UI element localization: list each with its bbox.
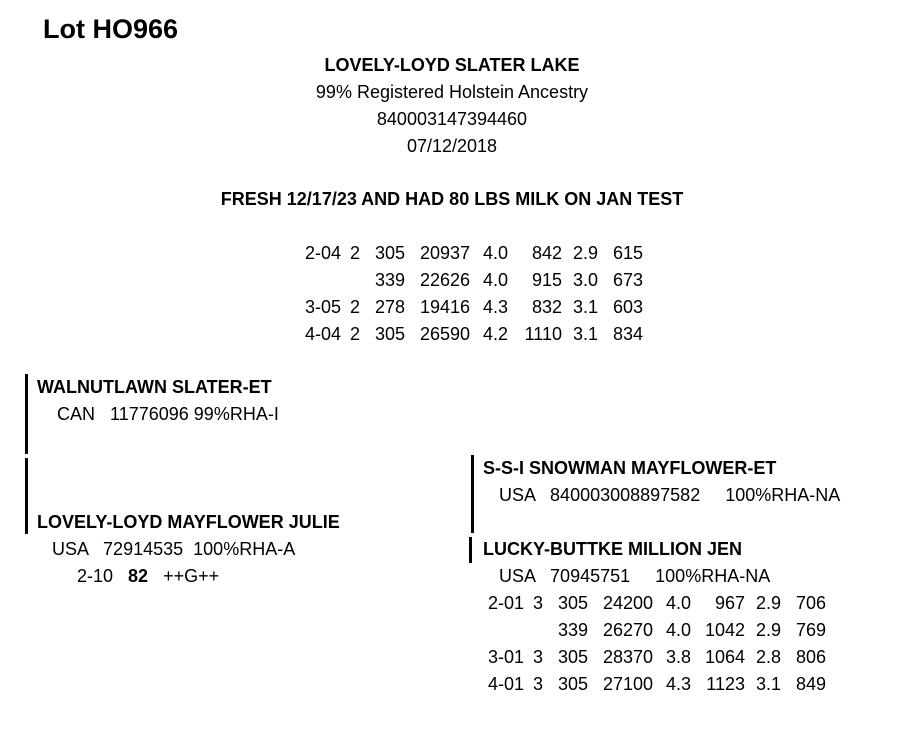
dam-score: 82 <box>128 566 149 586</box>
dam-dam-record-cell-r1-c3: 26270 <box>602 620 653 640</box>
record-cell-r1-c6: 3.0 <box>572 270 598 290</box>
dam-sire-country: USA <box>499 485 536 505</box>
record-cell-r0-c1: 2 <box>349 243 360 263</box>
record-cell-r0-c0: 2-04 <box>304 243 341 263</box>
dam-dam-record-cell-r2-c3: 28370 <box>602 647 653 667</box>
dam-dam-record-cell-r3-c6: 3.1 <box>755 674 781 694</box>
dam-dam-record-cell-r2-c6: 2.8 <box>755 647 781 667</box>
record-cell-r0-c3: 20937 <box>419 243 470 263</box>
dam-details <box>52 539 295 560</box>
animal-name: LOVELY-LOYD SLATER LAKE <box>324 55 580 75</box>
record-cell-r1-c3: 22626 <box>419 270 470 290</box>
dam-dam-record-cell-r2-c7: 806 <box>795 647 826 667</box>
dam-dam-record-cell-r3-c0: 4-01 <box>487 674 524 694</box>
dam-dam-reg: 70945751 <box>550 566 631 586</box>
record-cell-r1-c2: 339 <box>374 270 405 290</box>
dam-dam-record-cell-r2-c1: 3 <box>532 647 543 667</box>
animal-id: 840003147394460 <box>376 109 528 129</box>
sire-country: CAN <box>57 404 96 424</box>
dam-dam-record-cell-r1-c4: 4.0 <box>665 620 691 640</box>
record-cell-r1-c7: 673 <box>612 270 643 290</box>
dam-dam-rha: 100%RHA-NA <box>655 566 771 586</box>
record-cell-r3-c1: 2 <box>349 324 360 344</box>
dam-dam-record-cell-r1-c7: 769 <box>795 620 826 640</box>
sire-rha: 99%RHA-I <box>193 404 279 424</box>
dam-dam-record-cell-r0-c5: 967 <box>714 593 745 613</box>
dam-class-age: 2-10 <box>77 566 114 586</box>
dam-dam-record-cell-r0-c6: 2.9 <box>755 593 781 613</box>
dam-sire-rha: 100%RHA-NA <box>725 485 841 505</box>
animal-birth-date: 07/12/2018 <box>406 136 498 156</box>
dam-sire-details <box>499 485 840 506</box>
dam-country: USA <box>52 539 89 559</box>
record-cell-r3-c3: 26590 <box>419 324 470 344</box>
fresh-comment: FRESH 12/17/23 AND HAD 80 LBS MILK ON JAN TEST <box>220 189 684 209</box>
dam-dam-record-cell-r2-c2: 305 <box>557 647 588 667</box>
dam-dam-record-cell-r0-c2: 305 <box>557 593 588 613</box>
dam-dam-record-cell-r3-c7: 849 <box>795 674 826 694</box>
dam-dam-record-cell-r3-c4: 4.3 <box>665 674 691 694</box>
dam-classification <box>77 566 219 587</box>
dam-dam-record-cell-r0-c7: 706 <box>795 593 826 613</box>
record-cell-r2-c6: 3.1 <box>572 297 598 317</box>
dam-sire-reg: 840003008897582 <box>550 485 701 505</box>
dam-reg: 72914535 <box>103 539 184 559</box>
dam-dam-record-cell-r3-c5: 1123 <box>706 674 745 694</box>
dam-rha: 100%RHA-A <box>193 539 296 559</box>
record-cell-r0-c2: 305 <box>374 243 405 263</box>
dam-dam-name: LUCKY-BUTTKE MILLION JEN <box>483 539 742 559</box>
sire-name: WALNUTLAWN SLATER-ET <box>37 377 272 397</box>
dam-dam-record-cell-r2-c0: 3-01 <box>487 647 524 667</box>
record-cell-r0-c6: 2.9 <box>572 243 598 263</box>
dam-dam-record-cell-r3-c2: 305 <box>557 674 588 694</box>
dam-dam-record-cell-r0-c4: 4.0 <box>665 593 691 613</box>
record-cell-r2-c5: 832 <box>531 297 562 317</box>
dam-dam-record-cell-r0-c1: 3 <box>532 593 543 613</box>
record-cell-r2-c7: 603 <box>612 297 643 317</box>
sire-bracket-line <box>25 374 28 454</box>
dam-dam-record-cell-r1-c2: 339 <box>557 620 588 640</box>
record-cell-r3-c2: 305 <box>374 324 405 344</box>
record-cell-r2-c0: 3-05 <box>304 297 341 317</box>
record-cell-r0-c4: 4.0 <box>482 243 508 263</box>
dam-grade: ++G++ <box>163 566 220 586</box>
dam-sire-bracket-line <box>471 455 474 533</box>
lot-number: Lot HO966 <box>43 14 179 44</box>
record-cell-r3-c0: 4-04 <box>304 324 341 344</box>
dam-dam-record-cell-r0-c0: 2-01 <box>487 593 524 613</box>
dam-dam-record-cell-r1-c6: 2.9 <box>755 620 781 640</box>
record-cell-r1-c4: 4.0 <box>482 270 508 290</box>
record-cell-r3-c5: 1110 <box>524 324 562 344</box>
record-cell-r3-c4: 4.2 <box>482 324 508 344</box>
record-cell-r2-c1: 2 <box>349 297 360 317</box>
sire-details <box>57 404 279 425</box>
record-cell-r0-c5: 842 <box>531 243 562 263</box>
sire-reg: 11776096 <box>110 404 189 424</box>
dam-name: LOVELY-LOYD MAYFLOWER JULIE <box>37 512 340 532</box>
record-cell-r0-c7: 615 <box>612 243 643 263</box>
dam-dam-record-cell-r3-c3: 27100 <box>602 674 653 694</box>
dam-dam-record-cell-r2-c5: 1064 <box>704 647 745 667</box>
record-cell-r3-c6: 3.1 <box>572 324 598 344</box>
dam-sire-name: S-S-I SNOWMAN MAYFLOWER-ET <box>483 458 777 478</box>
record-cell-r2-c2: 278 <box>374 297 405 317</box>
dam-dam-record-cell-r0-c3: 24200 <box>602 593 653 613</box>
dam-dam-country: USA <box>499 566 536 586</box>
dam-dam-details <box>499 566 770 587</box>
dam-dam-record-cell-r1-c5: 1042 <box>704 620 745 640</box>
animal-ancestry: 99% Registered Holstein Ancestry <box>315 82 589 102</box>
dam-dam-record-cell-r2-c4: 3.8 <box>665 647 691 667</box>
record-cell-r3-c7: 834 <box>612 324 643 344</box>
dam-bracket-line <box>25 458 28 534</box>
record-cell-r1-c5: 915 <box>531 270 562 290</box>
dam-dam-record-cell-r3-c1: 3 <box>532 674 543 694</box>
dam-dam-bracket-line <box>469 537 472 563</box>
record-cell-r2-c4: 4.3 <box>482 297 508 317</box>
record-cell-r2-c3: 19416 <box>419 297 470 317</box>
